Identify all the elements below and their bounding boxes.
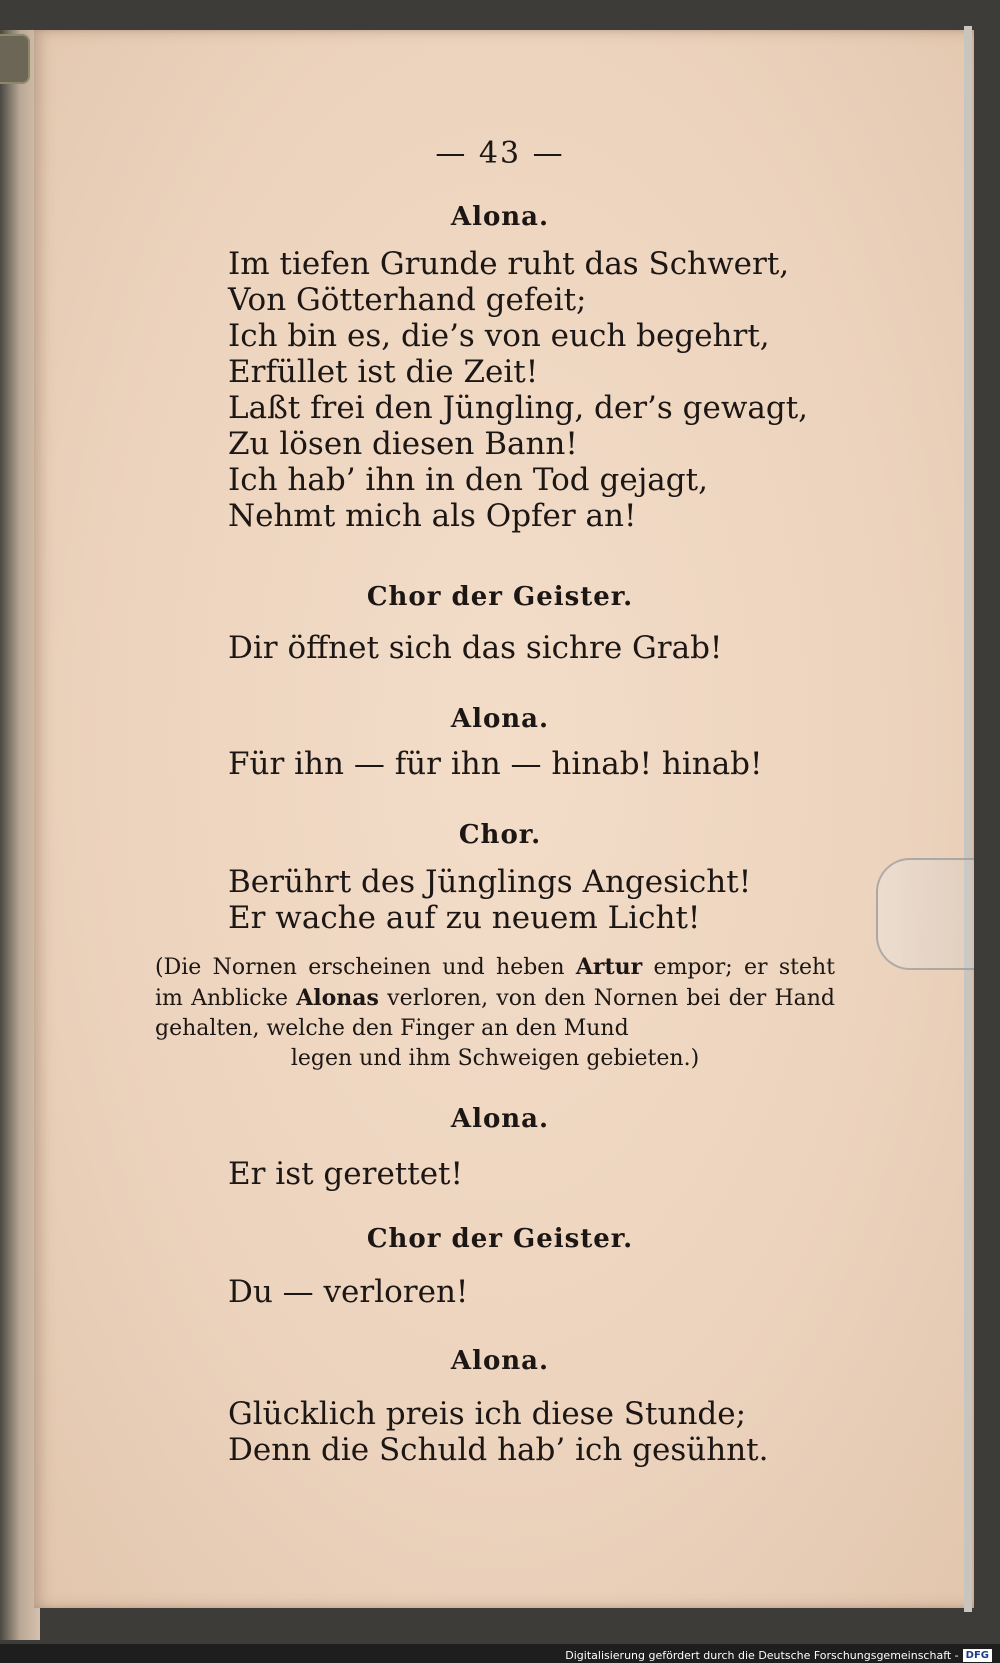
verse-line: Ich bin es, die’s von euch begehrt, <box>228 318 770 354</box>
credit-text: Digitalisierung gefördert durch die Deutsche Forschungsgemeinschaft - <box>565 1649 959 1662</box>
verse-line: Im tiefen Grunde ruht das Schwert, <box>228 246 790 282</box>
dfg-logo: DFG <box>963 1649 992 1662</box>
stage-text: empor; er steht im Anblicke <box>155 955 835 1011</box>
character-name: Alonas <box>296 985 379 1011</box>
verse-block <box>228 1156 463 1192</box>
verse-line: Nehmt mich als Opfer an! <box>228 498 637 534</box>
verse-line: Glücklich preis ich diese Stunde; <box>228 1396 747 1432</box>
speaker-heading: Alona. <box>450 1346 550 1376</box>
stage-text: (Die Nornen erscheinen und heben <box>155 955 565 980</box>
stage-direction <box>155 952 835 1074</box>
verse-block <box>228 864 751 936</box>
verse-line: Laßt frei den Jüngling, der’s gewagt, <box>228 390 809 426</box>
speaker-heading: Alona. <box>450 1104 550 1134</box>
verse-line: Berührt des Jünglings Angesicht! <box>228 864 752 900</box>
verse-line: Er ist gerettet! <box>228 1156 463 1192</box>
speaker-heading: Chor der Geister. <box>366 582 634 612</box>
verse-line: Denn die Schuld hab’ ich gesühnt. <box>228 1432 769 1468</box>
speaker-heading: Alona. <box>450 704 550 734</box>
stage-text: verloren, von den Nornen bei der Hand gehalten, welche den Finger an den Mund <box>155 986 836 1041</box>
speaker-heading: Chor. <box>458 820 542 850</box>
page-number: — 43 — <box>435 136 565 171</box>
verse-line: Du — verloren! <box>228 1274 469 1310</box>
speaker-heading: Alona. <box>450 202 550 232</box>
stage-text: legen und ihm Schweigen gebieten.) <box>290 1046 700 1071</box>
speaker-heading: Chor der Geister. <box>366 1224 634 1254</box>
verse-block <box>228 746 762 782</box>
character-name: Artur <box>575 954 643 980</box>
digitization-credit <box>565 1648 992 1663</box>
verse-line: Zu lösen diesen Bann! <box>228 426 578 462</box>
verse-block <box>228 1274 468 1310</box>
verse-line: Ich hab’ ihn in den Tod gejagt, <box>228 462 708 498</box>
verse-line: Erfüllet ist die Zeit! <box>228 354 539 390</box>
verse-block <box>228 630 722 666</box>
verse-line: Von Götterhand gefeit; <box>228 282 587 318</box>
verse-line: Dir öffnet sich das sichre Grab! <box>228 630 723 666</box>
verse-block <box>228 1396 769 1468</box>
verse-block <box>228 246 808 534</box>
verse-line: Für ihn — für ihn — hinab! hinab! <box>228 746 763 782</box>
verse-line: Er wache auf zu neuem Licht! <box>228 900 701 936</box>
